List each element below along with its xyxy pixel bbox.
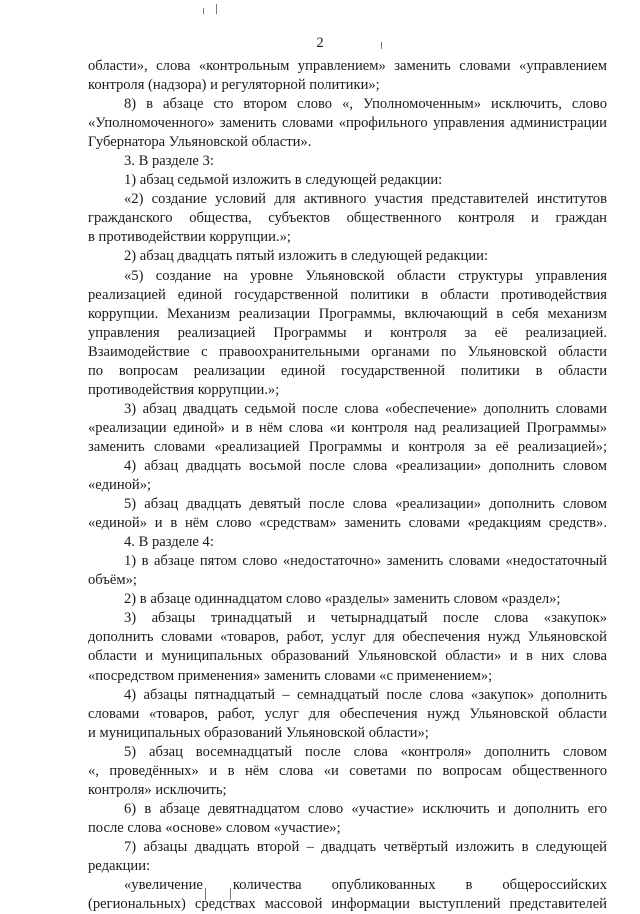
scan-mark: [203, 8, 204, 14]
text-line: области и муниципальных образований Ульяновской области» и в них слова: [88, 648, 607, 665]
text-line: контроля (надзора) и регуляторной политики»;: [88, 77, 380, 94]
text-line: реализацией единой государственной политики в области противодействия: [88, 286, 607, 303]
text-line: «, проведённых» и в нём слова «и советами по вопросам общественного: [88, 762, 607, 779]
page-number: 2: [316, 35, 324, 51]
text-line: заменить словами «реализацией Программы и контроля за её реализацией»;: [88, 438, 607, 455]
text-line: 2) в абзаце одиннадцатом слово «разделы» заменить словом «раздел»;: [124, 591, 561, 608]
text-line: коррупции. Механизм реализации Программы, включающий в себя механизм: [88, 305, 607, 322]
text-line: 5) абзац двадцать девятый после слова «реализации» дополнить словом: [124, 496, 607, 513]
text-line: «2) создание условий для активного участия представителей институтов: [124, 191, 607, 208]
text-line: противодействия коррупции.»;: [88, 381, 280, 398]
text-line: управления реализацией Программы и контроля за её реализацией.: [88, 324, 607, 341]
text-line: области», слова «контрольным управлением» заменить словами «управлением: [88, 58, 607, 74]
text-line: после слова «основе» словом «участие»;: [88, 819, 341, 836]
text-line: 4. В разделе 4:: [124, 534, 214, 551]
text-line: 1) абзац седьмой изложить в следующей редакции:: [124, 172, 443, 189]
document-text: [88, 57, 607, 914]
text-line: «Уполномоченного» заменить словами «профильного управления администрации: [88, 115, 607, 132]
text-line: редакции:: [88, 857, 151, 874]
scan-mark: [216, 4, 217, 14]
text-line: 1) в абзаце пятом слово «недостаточно» заменить словами «недостаточный: [124, 553, 607, 570]
text-line: гражданского общества, субъектов общественного контроля и граждан: [88, 210, 607, 227]
text-line: «единой»;: [88, 477, 152, 494]
text-line: «единой» и в нём слово «средствам» заменить словами «редакциям средств».: [88, 515, 607, 532]
text-line: в противодействии коррупции.»;: [88, 229, 291, 246]
text-line: 4) абзац двадцать восьмой после слова «реализации» дополнить словом: [124, 457, 607, 474]
text-line: Губернатора Ульяновской области».: [88, 134, 312, 151]
text-line: 4) абзацы пятнадцатый – семнадцатый после слова «закупок» дополнить: [124, 686, 607, 703]
text-line: 7) абзацы двадцать второй – двадцать четвёртый изложить в следующей: [124, 838, 607, 855]
text-line: дополнить словами «товаров, работ, услуг для обеспечения нужд Ульяновской: [88, 629, 607, 646]
text-line: 3) абзац двадцать седьмой после слова «обеспечение» дополнить словами: [124, 400, 607, 417]
text-line: «реализации единой» и в нём слова «и контроля над реализацией Программы»: [88, 419, 607, 436]
text-line: 3) абзацы тринадцатый и четырнадцатый после слова «закупок»: [124, 610, 607, 627]
text-line: 8) в абзаце сто втором слово «, Уполномоченным» исключить, слово: [124, 96, 607, 113]
text-line: 5) абзац восемнадцатый после слова «контроля» дополнить словом: [124, 743, 607, 760]
text-line: словами «товаров, работ, услуг для обеспечения нужд Ульяновской области: [88, 705, 607, 722]
text-line: по вопросам реализации единой государственной политики в области: [88, 362, 607, 379]
text-line: «5) создание на уровне Ульяновской области структуры управления: [124, 267, 607, 284]
text-line: и муниципальных образований Ульяновской области»;: [88, 724, 429, 741]
text-line: контроля» исключить;: [88, 781, 227, 798]
text-line: Взаимодействие с правоохранительными органами по Ульяновской области: [88, 343, 607, 360]
text-line: 3. В разделе 3:: [124, 153, 214, 170]
text-line: (региональных) средствах массовой информации выступлений представителей: [88, 896, 607, 913]
text-line: «увеличение количества опубликованных в общероссийских: [124, 877, 607, 894]
text-line: 2) абзац двадцать пятый изложить в следующей редакции:: [124, 248, 488, 265]
text-line: объём»;: [88, 572, 137, 589]
text-line: 6) в абзаце девятнадцатом слово «участие» исключить и дополнить его: [124, 800, 607, 817]
text-line: «посредством применения» заменить словами «с применением»;: [88, 667, 493, 684]
